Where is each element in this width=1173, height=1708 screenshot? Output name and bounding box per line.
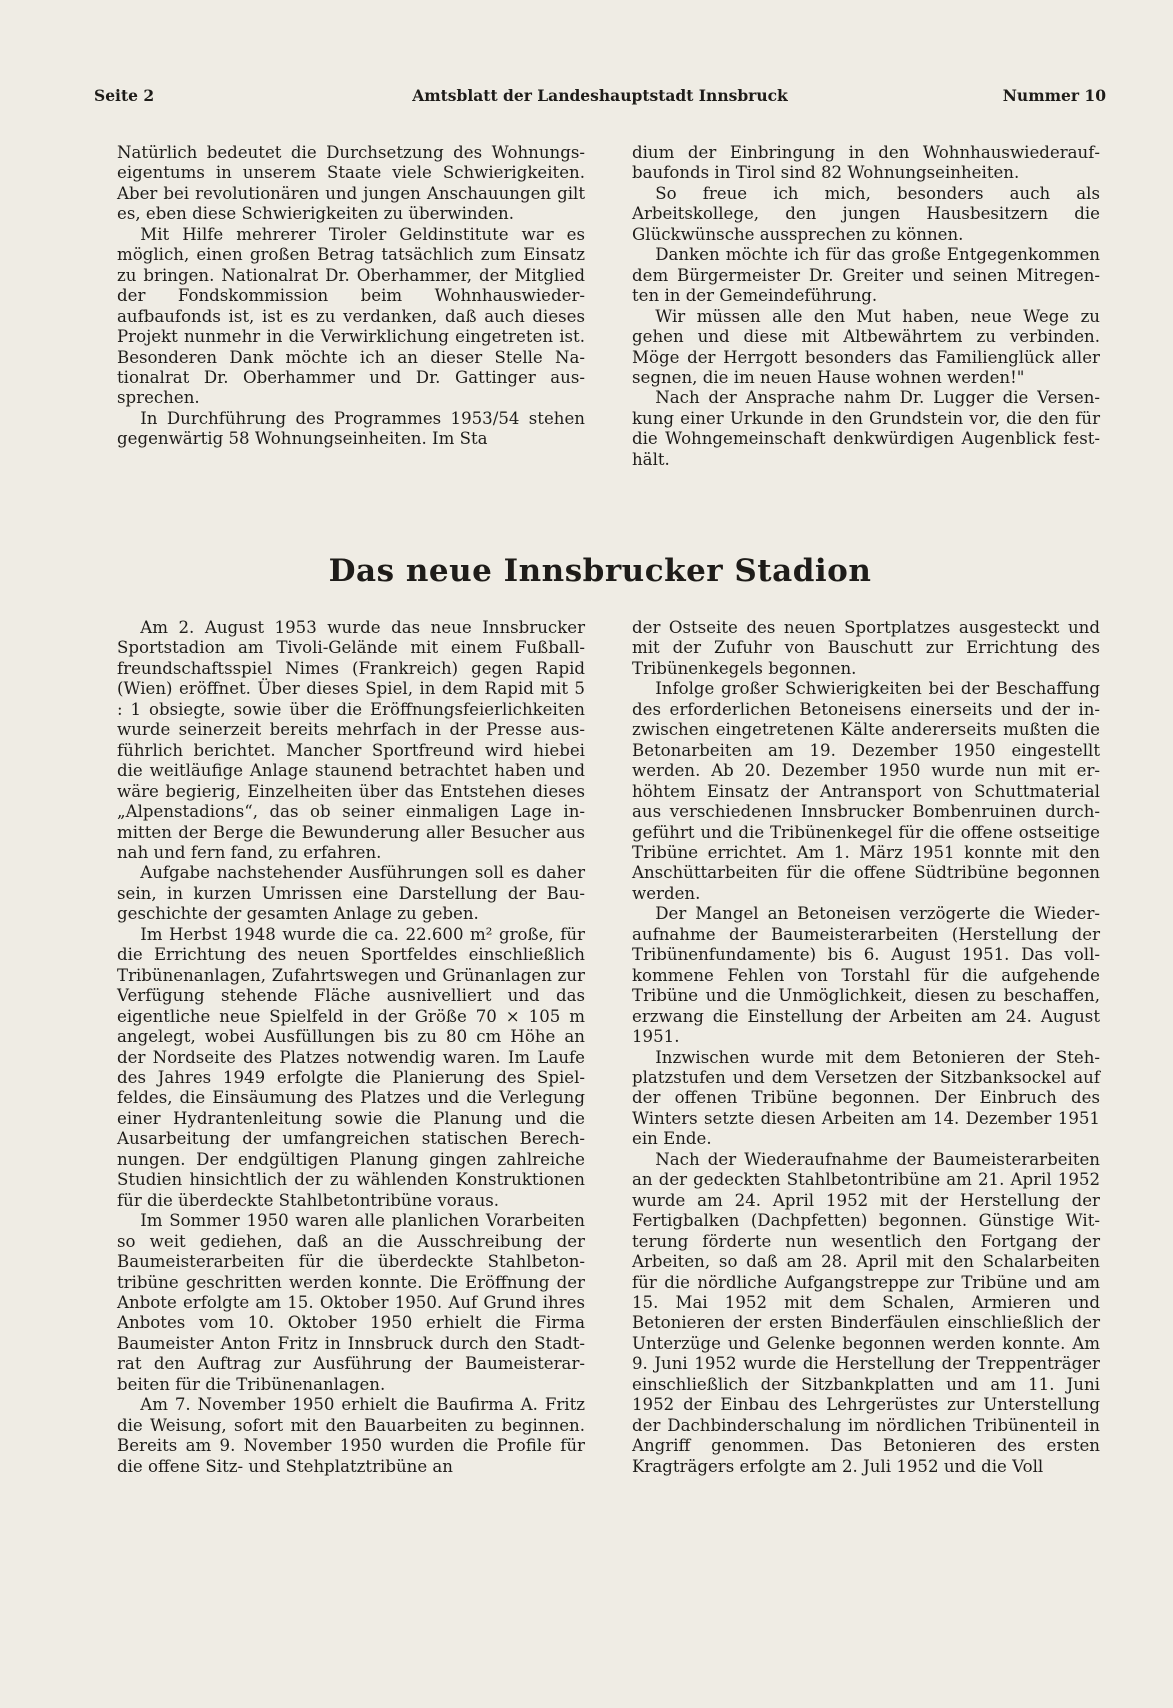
paragraph: So freue ich mich, besonders auch als Arbeitskollege, den jungen Hausbesitzern die Glückwünsche aussprechen zu können. [632,183,1100,244]
paragraph: Inzwischen wurde mit dem Betonieren der Stehplatzstufen und dem Versetzen der Sitzbanksockel auf der offenen Tribüne begonnen. Der Einbruch des Winters setzte diesen Arbeiten am 14. Dezember 1951 ein Ende. [632,1047,1100,1149]
paragraph: Am 7. November 1950 erhielt die Baufirma A. Fritz die Weisung, sofort mit den Bauarbeiten zu beginnen. Bereits am 9. November 1950 wurden die Profile für die offene Sitz- und Stehplatztribüne an [117,1395,585,1476]
paragraph: Im Sommer 1950 waren alle planlichen Vorarbeiten so weit gediehen, daß an die Ausschreibung der Baumeisterarbeiten für die überdeckte Stahlbetontribüne geschritten werden konnte. Die Eröffnung der Anbote erfolgte am 15. Oktober 1950. Auf Grund ihres Anbotes vom 10. Oktober 1950 erhielt die Firma Baumeister Anton Fritz in Innsbruck durch den Stadtrat den Auftrag zur Ausführung der Baumeisterarbeiten für die Tribünenanlagen. [117,1211,585,1394]
paragraph: Wir müssen alle den Mut haben, neue Wege zu gehen und diese mit Altbewährtem zu verbinden. Möge der Herrgott besonders das Familienglück aller segnen, die im neuen Hause wohnen werden!" [632,306,1100,387]
publication-title: Amtsblatt der Landeshauptstadt Innsbruck [412,86,788,105]
paragraph: Mit Hilfe mehrerer Tiroler Geldinstitute war es möglich, einen großen Betrag tatsächlich zum Einsatz zu bringen. Nationalrat Dr. Oberhammer, der Mitglied der Fondskommission beim Wohnhauswiederaufbaufonds ist, ist es zu verdanken, daß auch dieses Projekt nunmehr in die Verwirklichung eingetreten ist. Besonderen Dank möchte ich an dieser Stelle Nationalrat Dr. Oberhammer und Dr. Gattinger aussprechen. [117,224,585,408]
paragraph: Infolge großer Schwierigkeiten bei der Beschaffung des erforderlichen Betoneisens einerseits und der inzwischen eingetretenen Kälte andererseits mußten die Betonarbeiten am 19. Dezember 1950 eingestellt werden. Ab 20. Dezember 1950 wurde nun mit erhöhtem Einsatz der Antransport von Schuttmaterial aus verschiedenen Innsbrucker Bombenruinen durchgeführt und die Tribünenkegel für die offene ostseitige Tribüne errichtet. Am 1. März 1951 konnte mit den Anschüttarbeiten für die offene Südtribüne begonnen werden. [632,679,1100,903]
paragraph: Am 2. August 1953 wurde das neue Innsbrucker Sportstadion am Tivoli-Gelände mit einem Fußballfreundschaftsspiel Nimes (Frankreich) gegen Rapid (Wien) eröffnet. Über dieses Spiel, in dem Rapid mit 5 : 1 obsiegte, sowie über die Eröffnungsfeierlichkeiten wurde seinerzeit bereits mehrfach in der Presse ausführlich berichtet. Mancher Sportfreund wird hiebei die weitläufige Anlage staunend betrachtet haben und wäre begierig, Einzelheiten über das Entstehen dieses „Alpenstadions“, das ob seiner einmaligen Lage inmitten der Berge die Bewunderung aller Besucher aus nah und fern fand, zu erfahren. [117,618,585,862]
paragraph: Nach der Ansprache nahm Dr. Lugger die Versenkung einer Urkunde in den Grundstein vor, die den für die Wohngemeinschaft denkwürdigen Augenblick festhält. [632,388,1100,469]
paragraph: dium der Einbringung in den Wohnhauswiederaufbaufonds in Tirol sind 82 Wohnungseinheiten. [632,143,1100,183]
paragraph: Aufgabe nachstehender Ausführungen soll es daher sein, in kurzen Umrissen eine Darstellung der Baugeschichte der gesamten Anlage zu geben. [117,863,585,924]
article2-column1 [117,618,585,1477]
article1-column1 [117,143,585,450]
paragraph: Im Herbst 1948 wurde die ca. 22.600 m² große, für die Errichtung des neuen Sportfeldes einschließlich Tribünenanlagen, Zufahrtswegen und Grünanlagen zur Verfügung stehende Fläche ausnivelliert und das eigentliche neue Spielfeld in der Größe 70 × 105 m angelegt, wobei Ausfüllungen bis zu 80 cm Höhe an der Nordseite des Platzes notwendig waren. Im Laufe des Jahres 1949 erfolgte die Planierung des Spielfeldes, die Einsäumung des Platzes und die Verlegung einer Hydrantenleitung sowie die Planung und die Ausarbeitung der umfangreichen statischen Berechnungen. Der endgültigen Planung gingen zahlreiche Studien hinsichtlich der zu wählenden Konstruktionen für die überdeckte Stahlbetontribüne voraus. [117,924,585,1210]
paragraph: Nach der Wiederaufnahme der Baumeisterarbeiten an der gedeckten Stahlbetontribüne am 21. April 1952 wurde am 24. April 1952 mit der Herstellung der Fertigbalken (Dachpfetten) begonnen. Günstige Witterung förderte nun wesentlich den Fortgang der Arbeiten, so daß am 28. April mit den Schalarbeiten für die nördliche Aufgangstreppe zur Tribüne und am 15. Mai 1952 mit dem Schalen, Armieren und Betonieren der ersten Binderfäulen einschließlich der Unterzüge und Gelenke begonnen werden konnte. Am 9. Juni 1952 wurde die Herstellung der Treppenträger einschließlich der Sitzbankplatten und am 11. Juni 1952 der Einbau des Lehrgerüstes zur Unterstellung der Dachbinderschalung im nördlichen Tribünenteil in Angriff genommen. Das Betonieren des ersten Kragträgers erfolgte am 2. Juli 1952 und die Voll [632,1149,1100,1476]
article-title: Das neue Innsbrucker Stadion [328,553,872,589]
article1-column2 [632,143,1100,470]
paragraph: Natürlich bedeutet die Durchsetzung des Wohnungseigentums in unserem Staate viele Schwierigkeiten. Aber bei revolutionären und jungen Anschauungen gilt es, eben diese Schwierigkeiten zu überwinden. [117,143,585,224]
paragraph: Danken möchte ich für das große Entgegenkommen dem Bürgermeister Dr. Greiter und seinen Mitregenten in der Gemeindeführung. [632,245,1100,306]
article2-column2 [632,618,1100,1477]
page-header [94,84,1106,108]
issue-number: Nummer 10 [1002,86,1106,105]
paragraph: Der Mangel an Betoneisen verzögerte die Wiederaufnahme der Baumeisterarbeiten (Herstellung der Tribünenfundamente) bis 6. August 1951. Das vollkommene Fehlen von Torstahl für die aufgehende Tribüne und die Unmöglichkeit, diesen zu beschaffen, erzwang die Einstellung der Arbeiten am 24. August 1951. [632,904,1100,1047]
paragraph: In Durchführung des Programmes 1953/54 stehen gegenwärtig 58 Wohnungseinheiten. Im Sta [117,408,585,449]
page-label: Seite 2 [94,86,155,105]
paragraph: der Ostseite des neuen Sportplatzes ausgesteckt und mit der Zufuhr von Bauschutt zur Errichtung des Tribünenkegels begonnen. [632,618,1100,678]
